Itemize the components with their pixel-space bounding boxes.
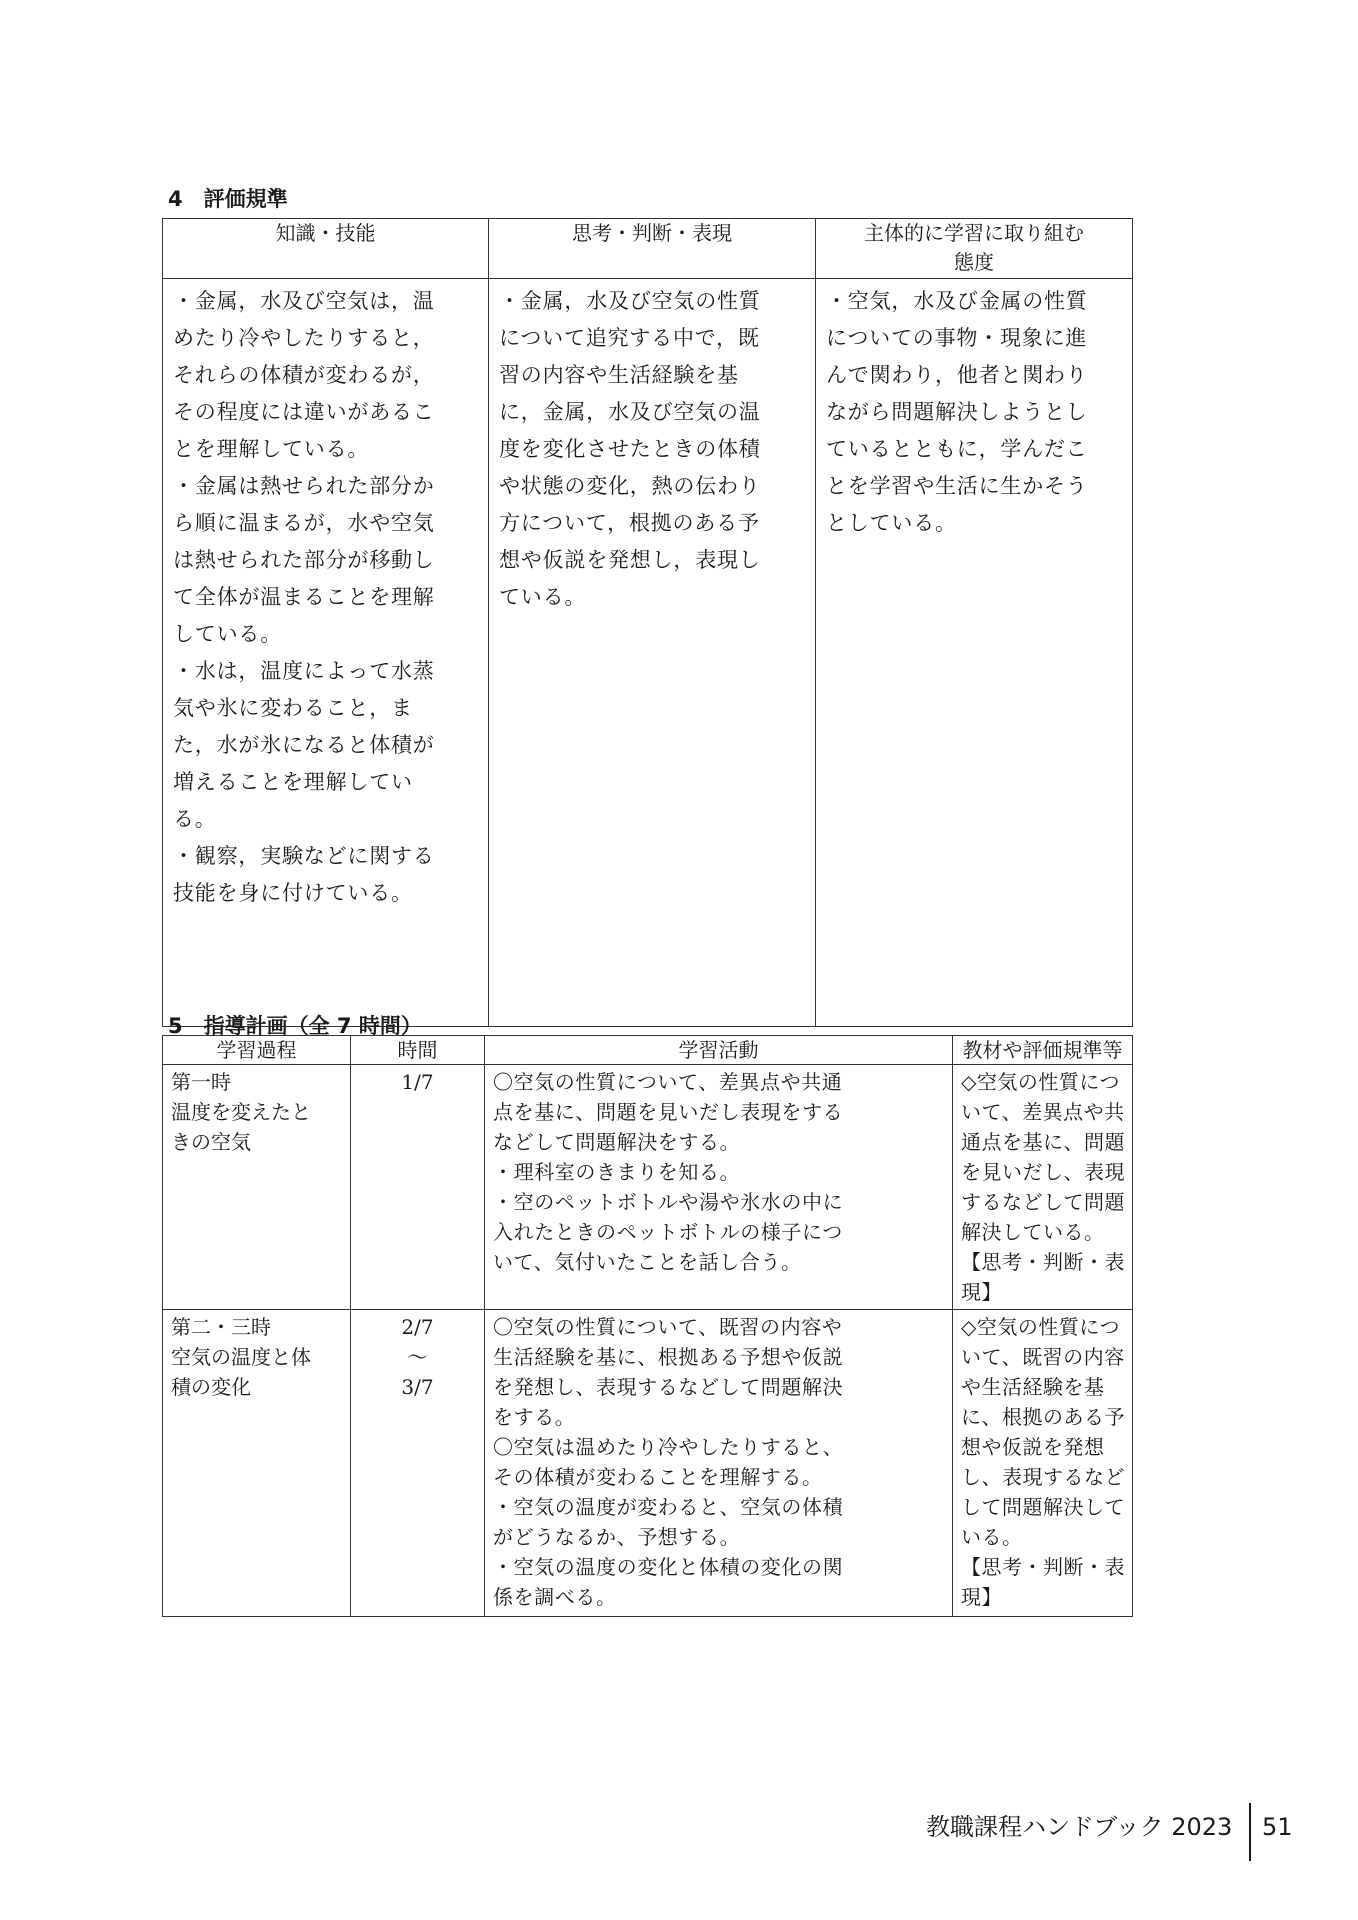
text-line: ・水は，温度によって水蒸 — [173, 659, 435, 683]
section-4-heading: 4 評価規準 — [168, 187, 288, 211]
text-line: いて、差異点や共 — [961, 1100, 1125, 1124]
text-line: についての事物・現象に進 — [826, 326, 1088, 350]
text-line: は熱せられた部分が移動し — [173, 548, 435, 572]
text-line: 想や仮説を発想 — [961, 1435, 1105, 1459]
text-line: めたり冷やしたりすると， — [173, 326, 435, 350]
text-line: 温度を変えたと — [171, 1100, 311, 1124]
text-line: る。 — [173, 807, 217, 831]
activity-cell — [485, 1065, 953, 1310]
text-line: ている。 — [499, 585, 587, 609]
text-line: がどうなるか、予想する。 — [493, 1525, 741, 1549]
table-row — [163, 279, 1133, 1027]
text-line: いる。 — [961, 1525, 1023, 1549]
text-line: ◇空気の性質につ — [961, 1070, 1120, 1094]
header-knowledge-skills: 知識・技能 — [163, 219, 489, 279]
text-line: ・空気の温度の変化と体積の変化の関 — [493, 1555, 844, 1579]
text-line: して問題解決して — [961, 1495, 1125, 1519]
teaching-plan-table — [162, 1035, 1133, 1617]
text-line: 3/7 — [401, 1375, 434, 1399]
text-line: 生活経験を基に、根拠ある予想や仮説 — [493, 1345, 844, 1369]
text-line: ・空のペットボトルや湯や氷水の中に — [493, 1190, 844, 1214]
evaluation-criteria-table — [162, 218, 1133, 1027]
text-line: に、根拠のある予 — [961, 1405, 1125, 1429]
text-line: を見いだし、表現 — [961, 1160, 1125, 1184]
text-line: きの空気 — [171, 1130, 251, 1154]
footer-divider — [1249, 1803, 1251, 1861]
text-line: について追究する中で，既 — [499, 326, 760, 350]
text-line: 〇空気は温めたり冷やしたりすると、 — [493, 1435, 844, 1459]
text-line: に，金属，水及び空気の温 — [499, 400, 761, 424]
header-thinking-judgment: 思考・判断・表現 — [489, 219, 816, 279]
materials-cell — [953, 1310, 1133, 1617]
text-line: ・金属は熱せられた部分か — [173, 474, 435, 498]
text-line: 入れたときのペットボトルの様子につ — [493, 1220, 843, 1244]
text-line: た，水が氷になると体積が — [173, 733, 435, 757]
text-line: としている。 — [826, 511, 957, 535]
text-line: ・金属，水及び空気は，温 — [173, 289, 435, 313]
text-line: している。 — [173, 622, 282, 646]
text-line: いて、既習の内容 — [961, 1345, 1125, 1369]
text-line: 解決している。 — [961, 1220, 1105, 1244]
text-line: 1/7 — [401, 1070, 434, 1094]
process-cell — [163, 1310, 351, 1617]
text-line: 方について，根拠のある予 — [499, 511, 760, 535]
header-materials-criteria: 教材や評価規準等 — [953, 1036, 1133, 1065]
text-line: 空気の温度と体 — [171, 1345, 311, 1369]
text-line: ているとともに，学んだこ — [826, 437, 1088, 461]
criteria-attitude — [816, 279, 1133, 1027]
header-learning-activity: 学習活動 — [485, 1036, 953, 1065]
text-line: とを学習や生活に生かそう — [826, 474, 1088, 498]
text-line: 【思考・判断・表 — [961, 1250, 1125, 1274]
activity-cell — [485, 1310, 953, 1617]
criteria-thinking-judgment — [489, 279, 816, 1027]
text-line: 第一時 — [171, 1070, 231, 1094]
text-line: 習の内容や生活経験を基 — [499, 363, 739, 387]
text-line: 現】 — [961, 1585, 1002, 1609]
text-line: ・空気の温度が変わると、空気の体積 — [493, 1495, 844, 1519]
text-line: 通点を基に、問題 — [961, 1130, 1125, 1154]
text-line: 技能を身に付けている。 — [173, 881, 413, 905]
text-line: や生活経験を基 — [961, 1375, 1105, 1399]
text-line: 〇空気の性質について、差異点や共通 — [493, 1070, 843, 1094]
text-line: て全体が温まることを理解 — [173, 585, 435, 609]
header-attitude: 主体的に学習に取り組む 態度 — [816, 219, 1133, 279]
text-line: 〜 — [407, 1345, 428, 1369]
text-line: 積の変化 — [171, 1375, 251, 1399]
text-line: ながら問題解決しようとし — [826, 400, 1088, 424]
text-line: ら順に温まるが，水や空気 — [173, 511, 435, 535]
text-line: 現】 — [961, 1280, 1002, 1304]
text-line: とを理解している。 — [173, 437, 370, 461]
book-title: 教職課程ハンドブック 2023 — [926, 1813, 1233, 1841]
header-learning-process: 学習過程 — [163, 1036, 351, 1065]
time-cell — [351, 1065, 485, 1310]
page-number: 51 — [1262, 1813, 1293, 1841]
process-cell — [163, 1065, 351, 1310]
table-row — [163, 1065, 1133, 1310]
text-line: ・金属，水及び空気の性質 — [499, 289, 761, 313]
text-line: ・観察，実験などに関する — [173, 844, 435, 868]
header-time: 時間 — [351, 1036, 485, 1065]
text-line: し、表現するなど — [961, 1465, 1125, 1489]
text-line: それらの体積が変わるが， — [173, 363, 435, 387]
text-line: 〇空気の性質について、既習の内容や — [493, 1315, 843, 1339]
criteria-knowledge-skills — [163, 279, 489, 1027]
text-line: をする。 — [493, 1405, 576, 1429]
text-line: その体積が変わることを理解する。 — [493, 1465, 823, 1489]
text-line: 【思考・判断・表 — [961, 1555, 1125, 1579]
text-line: 増えることを理解してい — [173, 770, 413, 794]
text-line: その程度には違いがあるこ — [173, 400, 435, 424]
materials-cell — [953, 1065, 1133, 1310]
text-line: いて、気付いたことを話し合う。 — [493, 1250, 802, 1274]
text-line: 点を基に、問題を見いだし表現をする — [493, 1100, 844, 1124]
text-line: を発想し、表現するなどして問題解決 — [493, 1375, 844, 1399]
time-cell — [351, 1310, 485, 1617]
text-line: や状態の変化，熱の伝わり — [499, 474, 761, 498]
text-line: ◇空気の性質につ — [961, 1315, 1120, 1339]
table-header-row — [163, 219, 1133, 279]
text-line: 度を変化させたときの体積 — [499, 437, 761, 461]
text-line: んで関わり，他者と関わり — [826, 363, 1088, 387]
text-line: 気や氷に変わること，ま — [173, 696, 413, 720]
text-line: ・理科室のきまりを知る。 — [493, 1160, 741, 1184]
text-line: 2/7 — [401, 1315, 434, 1339]
section-5-heading: 5 指導計画（全 7 時間） — [168, 1014, 422, 1038]
table-row — [163, 1310, 1133, 1617]
table-header-row — [163, 1036, 1133, 1065]
text-line: するなどして問題 — [961, 1190, 1125, 1214]
text-line: 第二・三時 — [171, 1315, 271, 1339]
text-line: ・空気，水及び金属の性質 — [826, 289, 1088, 313]
text-line: 想や仮説を発想し，表現し — [499, 548, 761, 572]
text-line: 係を調べる。 — [493, 1585, 617, 1609]
text-line: などして問題解決をする。 — [493, 1130, 741, 1154]
